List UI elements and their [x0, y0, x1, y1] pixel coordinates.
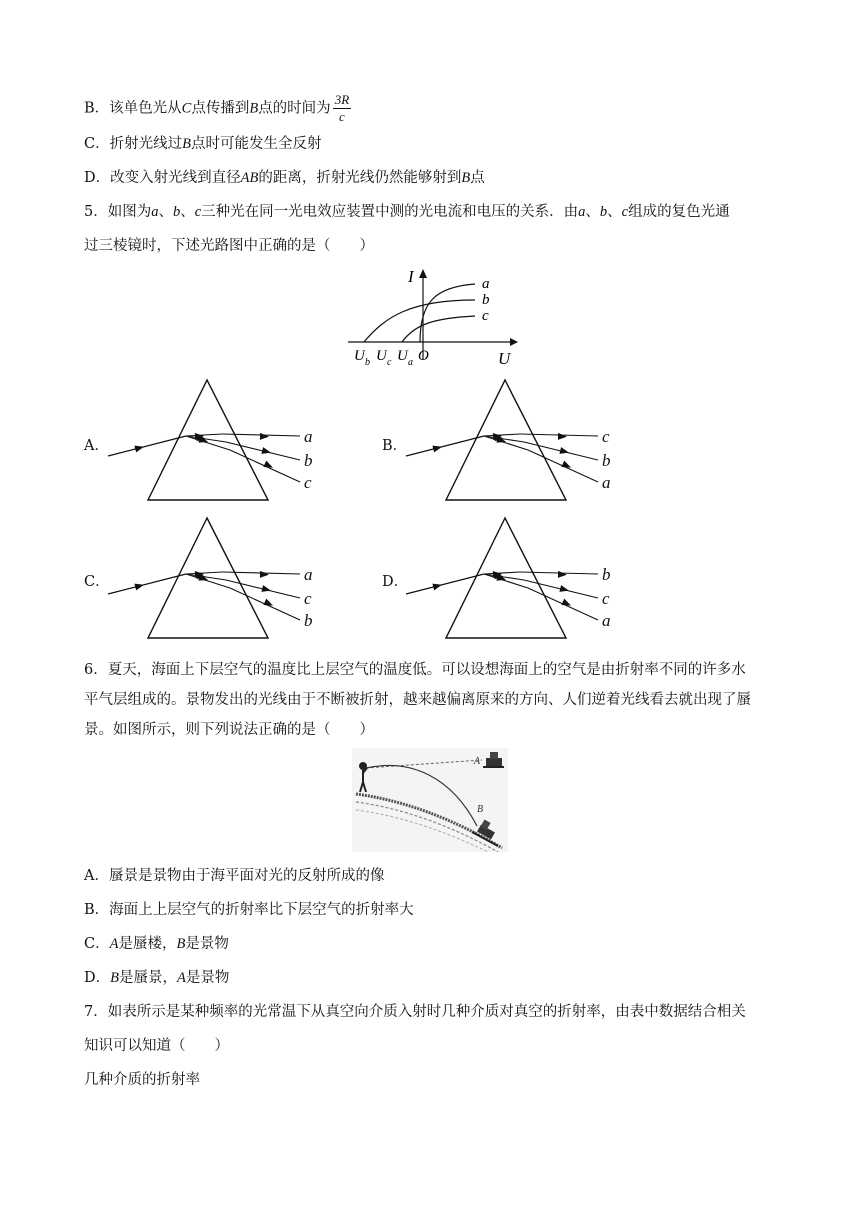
q5-option-c-label: C． [84, 574, 110, 590]
q4-option-d: D．改变入射光线到直径AB的距离，折射光线仍然能够射到B点 [84, 170, 485, 186]
internal-ray [484, 434, 520, 436]
q4-option-b: B．该单色光从C点传播到B点的时间为 $\frac{3R}{c}$ [84, 92, 350, 124]
internal-ray [484, 436, 528, 450]
curve-a [420, 284, 475, 342]
svg-text:c: c [387, 357, 392, 368]
ray-label: a [304, 565, 313, 584]
label-b: B [477, 804, 484, 815]
tick-ua [397, 348, 413, 368]
ray-label: b [602, 565, 611, 584]
prism-option-c [104, 514, 334, 642]
q6-stem-line2: 平气层组成的。景物发出的光线由于不断被折射，越来越偏离原来的方向、人们逆着光线看去就出现了蜃 [84, 692, 751, 708]
curve-c [402, 316, 475, 342]
fraction-3r-over-c: $\frac{3R}{c}$ [334, 92, 350, 124]
svg-text:a: a [408, 357, 413, 368]
curve-label-b: b [482, 292, 490, 308]
internal-ray [186, 436, 230, 450]
q7-stem-line2: 知识可以知道（ ） [84, 1038, 229, 1054]
q6-option-b: B．海面上上层空气的折射率比下层空气的折射率大 [84, 902, 414, 918]
ray-label: b [304, 451, 313, 470]
iu-graph [340, 262, 530, 374]
prism-option-d [402, 514, 632, 642]
mirage-figure [352, 748, 508, 852]
q6-stem-line1: 6．夏天，海面上下层空气的温度比上层空气的温度低。可以设想海面上的空气是由折射率不同的许多水 [84, 662, 746, 678]
q5-option-a-label: A． [84, 438, 109, 454]
prism-option-b [402, 376, 632, 504]
q6-option-c: C．A是蜃楼，B是景物 [84, 936, 229, 952]
q6-option-a: A．蜃景是景物由于海平面对光的反射所成的像 [84, 868, 385, 884]
ray-label: a [304, 427, 313, 446]
ray-label: b [304, 611, 313, 630]
x-axis-label: U [498, 349, 511, 368]
curve-label-c: c [482, 308, 489, 324]
internal-ray [186, 572, 222, 574]
ray-label: a [602, 611, 611, 630]
prism-option-a [104, 376, 334, 504]
ray-label: c [602, 427, 610, 446]
svg-text:U: U [397, 348, 408, 364]
ray-label: b [602, 451, 611, 470]
internal-ray [186, 574, 230, 588]
prism-triangle [148, 518, 268, 638]
curve-label-a: a [482, 276, 490, 292]
internal-ray [484, 572, 520, 574]
ray-label: c [602, 589, 610, 608]
ray-label: a [602, 473, 611, 492]
curve-b [364, 300, 475, 342]
internal-ray [186, 434, 222, 436]
tick-uc [376, 348, 392, 368]
ray-label: c [304, 589, 312, 608]
q7-table-title: 几种介质的折射率 [84, 1072, 200, 1088]
origin-label: O [418, 348, 429, 364]
tick-ub [354, 348, 370, 368]
q5-stem-line1: 5．如图为a、b、c三种光在同一光电效应装置中测的光电流和电压的关系．由a、b、c组成的复色光通 [84, 204, 730, 220]
svg-text:b: b [365, 357, 370, 368]
prism-triangle [148, 380, 268, 500]
q5-option-d-label: D． [382, 574, 409, 590]
q5-stem-line2: 过三棱镜时，下述光路图中正确的是（ ） [84, 238, 374, 254]
prism-triangle [446, 518, 566, 638]
svg-text:U: U [354, 348, 365, 364]
label-a: A [474, 756, 481, 767]
prism-triangle [446, 380, 566, 500]
q6-option-d: D．B是蜃景，A是景物 [84, 970, 230, 986]
q6-stem-line3: 景。如图所示，则下列说法正确的是（ ） [84, 722, 374, 738]
q5-option-b-label: B． [382, 438, 408, 454]
q7-stem-line1: 7．如表所示是某种频率的光常温下从真空向介质入射时几种介质对真空的折射率，由表中数据结合相关 [84, 1004, 746, 1020]
svg-text:U: U [376, 348, 387, 364]
q4-option-c: C．折射光线过B点时可能发生全反射 [84, 136, 322, 152]
internal-ray [484, 574, 528, 588]
ray-label: c [304, 473, 312, 492]
y-axis-label: I [408, 267, 414, 286]
